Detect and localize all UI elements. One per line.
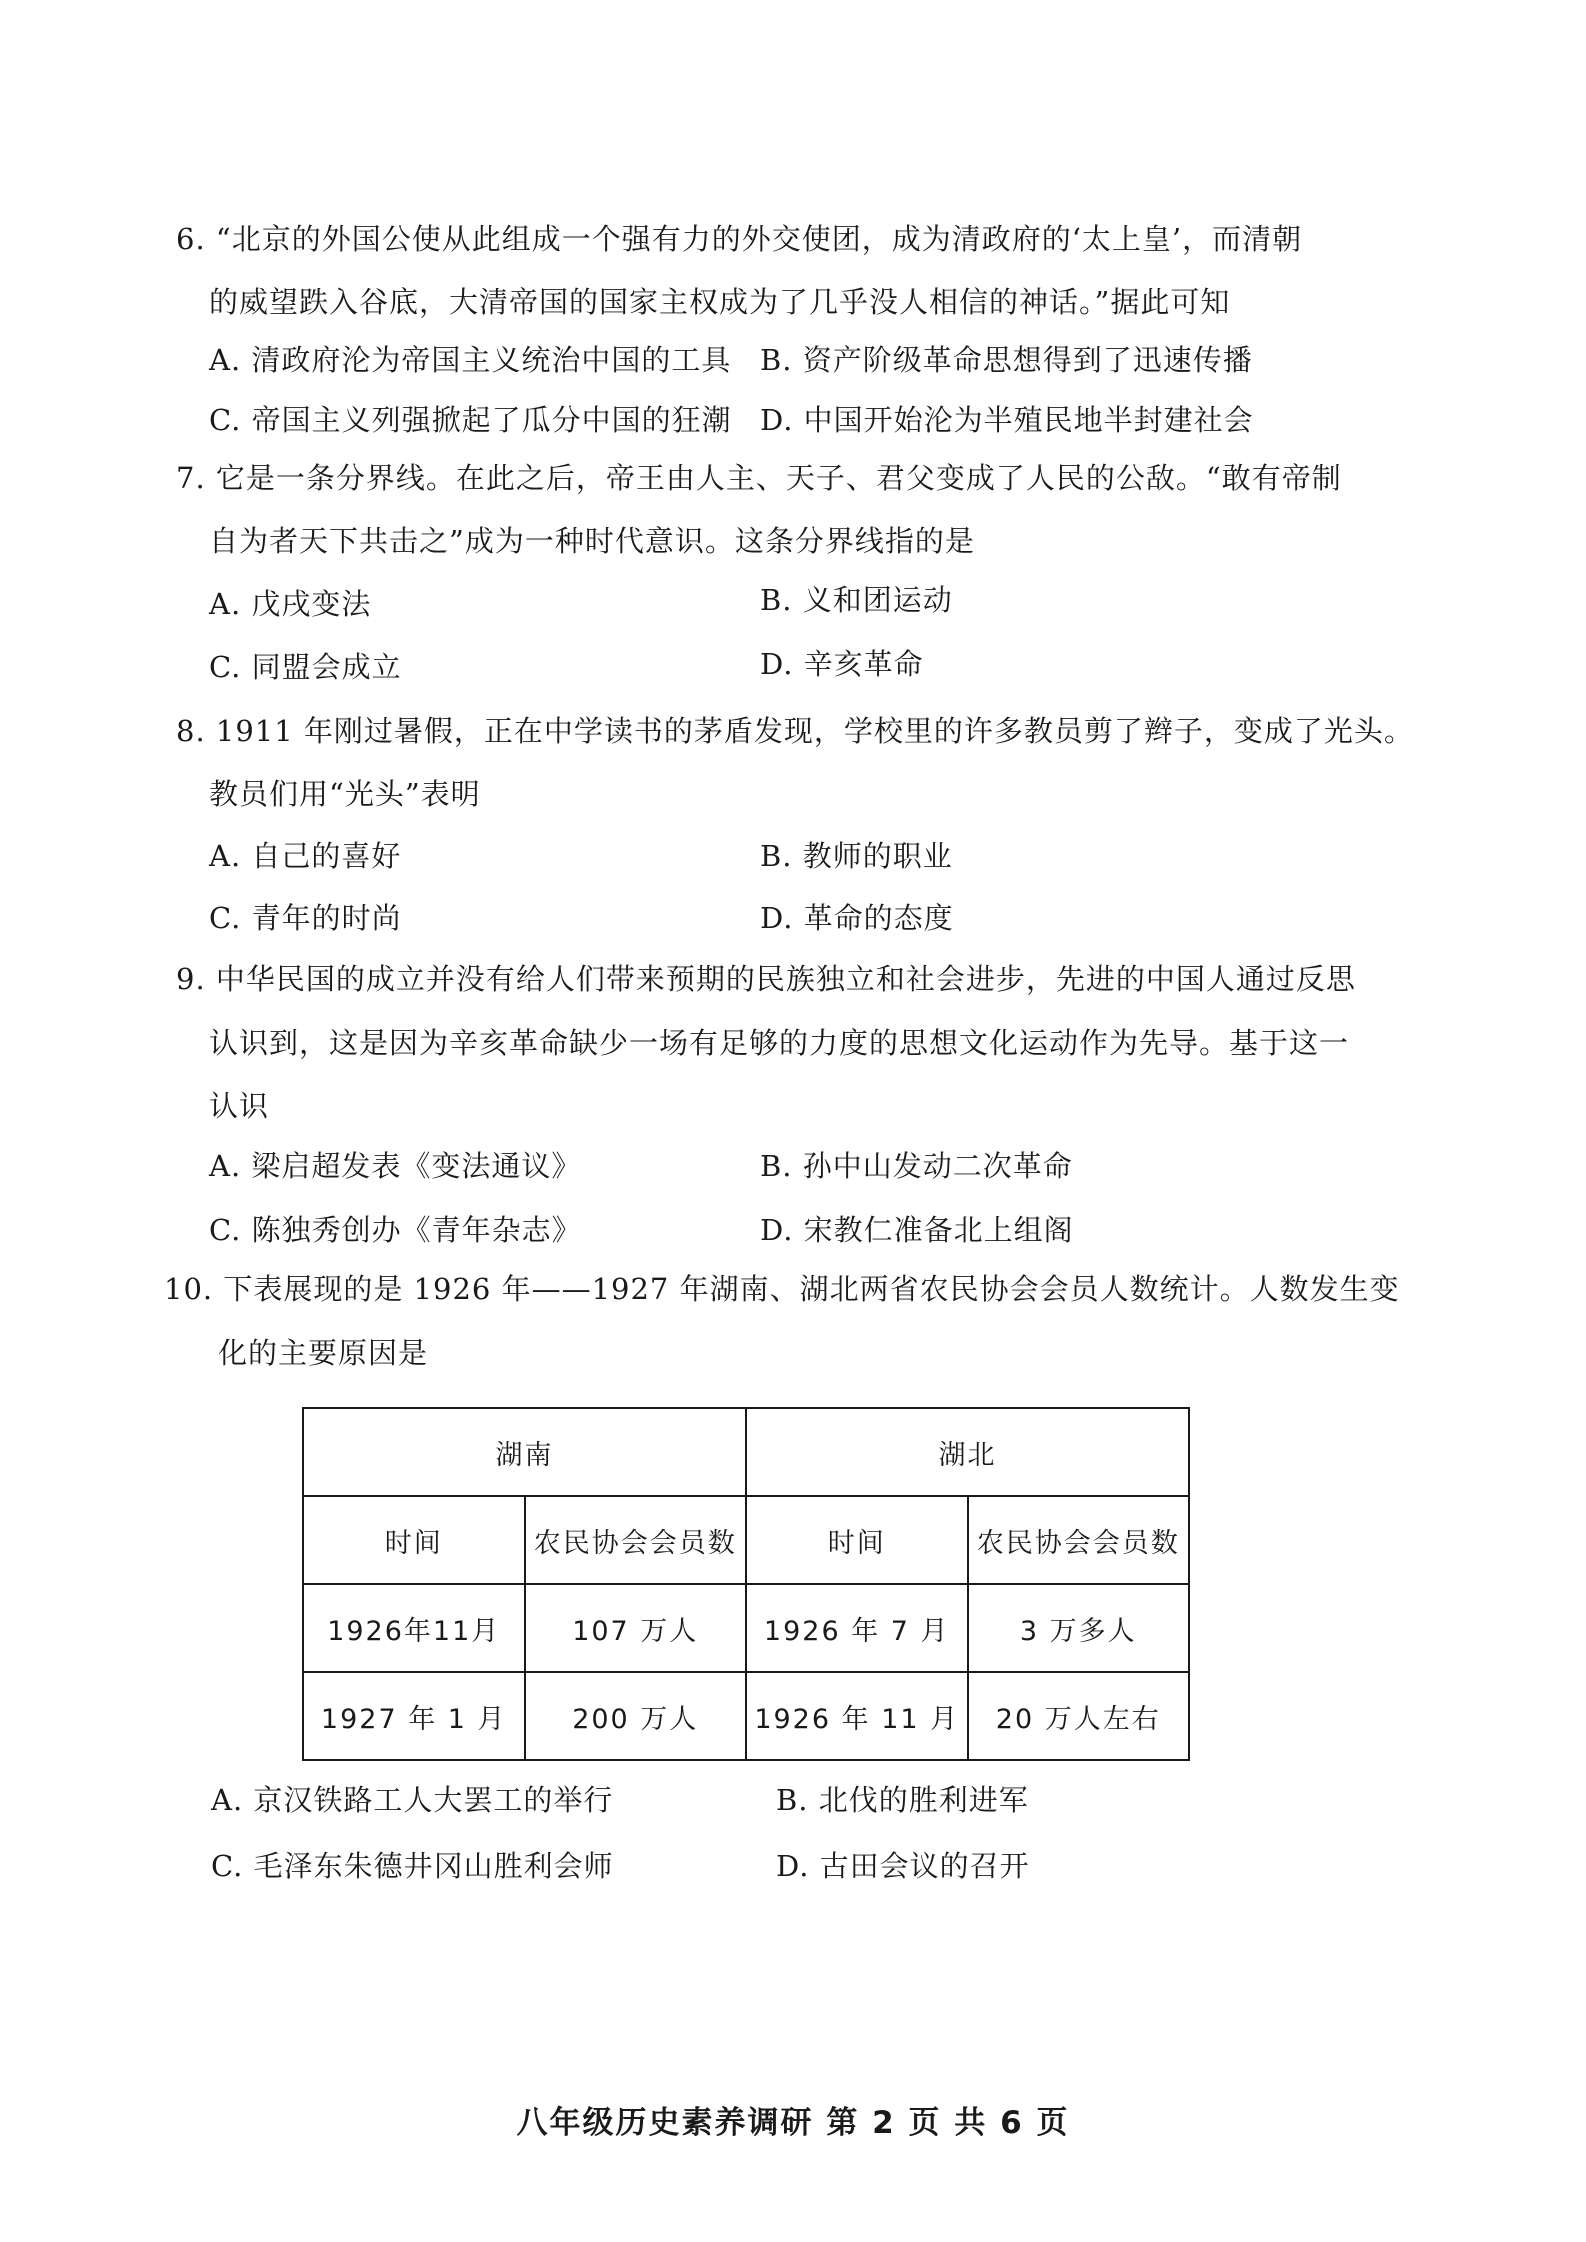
table-col-members-hunan: 农民协会会员数 bbox=[525, 1496, 747, 1584]
q10-stem-line2: 化的主要原因是 bbox=[218, 1336, 429, 1370]
q9-stem-line3: 认识 bbox=[209, 1089, 270, 1123]
q10-option-d: D. 古田会议的召开 bbox=[776, 1849, 1030, 1883]
table-cell: 200 万人 bbox=[525, 1672, 747, 1760]
q6-stem-line1: 6. “北京的外国公使从此组成一个强有力的外交使团，成为清政府的‘太上皇’，而清朝 bbox=[176, 222, 1303, 256]
table-cell: 1926年11月 bbox=[303, 1584, 525, 1672]
q8-option-b: B. 教师的职业 bbox=[760, 839, 953, 873]
q6-option-a: A. 清政府沦为帝国主义统治中国的工具 bbox=[209, 343, 732, 377]
q10-stem-line1: 10. 下表展现的是 1926 年——1927 年湖南、湖北两省农民协会会员人数统计。人数发生变 bbox=[164, 1272, 1400, 1306]
q7-option-c: C. 同盟会成立 bbox=[209, 650, 402, 684]
table-col-time-hunan: 时间 bbox=[303, 1496, 525, 1584]
q9-option-a: A. 梁启超发表《变法通议》 bbox=[209, 1149, 582, 1183]
table-header-hunan: 湖南 bbox=[303, 1408, 746, 1496]
table-subheader-row bbox=[303, 1496, 1189, 1584]
q9-stem-line2: 认识到，这是因为辛亥革命缺少一场有足够的力度的思想文化运动作为先导。基于这一 bbox=[209, 1026, 1350, 1060]
q9-option-b: B. 孙中山发动二次革命 bbox=[760, 1149, 1073, 1183]
table-cell: 20 万人左右 bbox=[968, 1672, 1190, 1760]
q6-option-d: D. 中国开始沦为半殖民地半封建社会 bbox=[760, 403, 1254, 437]
q8-stem-line1: 8. 1911 年刚过暑假，正在中学读书的茅盾发现，学校里的许多教员剪了辫子，变成了光头。 bbox=[176, 714, 1414, 748]
q7-option-b: B. 义和团运动 bbox=[760, 583, 953, 617]
q7-option-a: A. 戊戌变法 bbox=[209, 587, 372, 621]
table-cell: 1927 年 1 月 bbox=[303, 1672, 525, 1760]
q10-option-c: C. 毛泽东朱德井冈山胜利会师 bbox=[211, 1849, 614, 1883]
q8-option-d: D. 革命的态度 bbox=[760, 901, 954, 935]
membership-table bbox=[302, 1407, 1190, 1761]
q7-stem-line1: 7. 它是一条分界线。在此之后，帝王由人主、天子、君父变成了人民的公敌。“敢有帝制 bbox=[176, 461, 1342, 495]
table-cell: 107 万人 bbox=[525, 1584, 747, 1672]
q9-option-c: C. 陈独秀创办《青年杂志》 bbox=[209, 1213, 582, 1247]
q8-option-c: C. 青年的时尚 bbox=[209, 901, 402, 935]
q6-stem-line2: 的威望跌入谷底，大清帝国的国家主权成为了几乎没人相信的神话。”据此可知 bbox=[209, 285, 1231, 319]
page-footer: 八年级历史素养调研 第 2 页 共 6 页 bbox=[516, 2105, 1070, 2141]
table-row bbox=[303, 1672, 1189, 1760]
table-col-time-hubei: 时间 bbox=[746, 1496, 968, 1584]
q7-option-d: D. 辛亥革命 bbox=[760, 647, 924, 681]
table-header-hubei: 湖北 bbox=[746, 1408, 1189, 1496]
q6-option-c: C. 帝国主义列强掀起了瓜分中国的狂潮 bbox=[209, 403, 732, 437]
q7-stem-line2: 自为者天下共击之”成为一种时代意识。这条分界线指的是 bbox=[209, 524, 975, 558]
q9-option-d: D. 宋教仁准备北上组阁 bbox=[760, 1213, 1074, 1247]
q8-stem-line2: 教员们用“光头”表明 bbox=[209, 777, 481, 811]
table-col-members-hubei: 农民协会会员数 bbox=[968, 1496, 1190, 1584]
table-cell: 1926 年 11 月 bbox=[746, 1672, 968, 1760]
q10-option-b: B. 北伐的胜利进军 bbox=[776, 1783, 1029, 1817]
q9-stem-line1: 9. 中华民国的成立并没有给人们带来预期的民族独立和社会进步，先进的中国人通过反思 bbox=[176, 962, 1356, 996]
q6-option-b: B. 资产阶级革命思想得到了迅速传播 bbox=[760, 343, 1253, 377]
table-cell: 1926 年 7 月 bbox=[746, 1584, 968, 1672]
table-row bbox=[303, 1584, 1189, 1672]
q10-option-a: A. 京汉铁路工人大罢工的举行 bbox=[211, 1783, 614, 1817]
q8-option-a: A. 自己的喜好 bbox=[209, 839, 402, 873]
table-header-row bbox=[303, 1408, 1189, 1496]
table-cell: 3 万多人 bbox=[968, 1584, 1190, 1672]
